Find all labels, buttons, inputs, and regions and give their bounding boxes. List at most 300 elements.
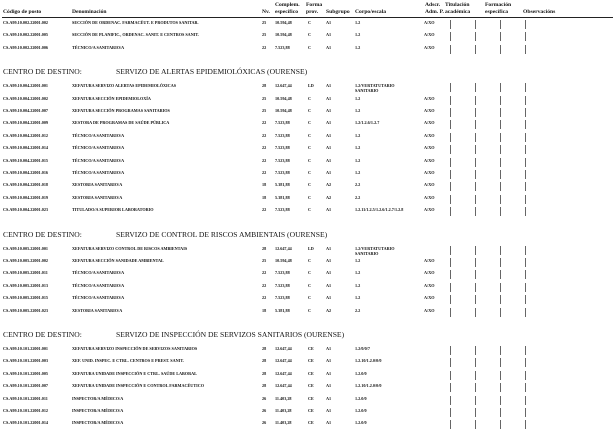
column-divider: [525, 145, 526, 154]
column-divider: [475, 133, 476, 142]
column-divider: [450, 270, 451, 279]
column-divider: [475, 158, 476, 167]
post-code: CS.A99.10.004.22001.023: [3, 207, 49, 213]
column-divider: [525, 83, 526, 92]
post-provision: C: [308, 170, 312, 175]
section-heading: [3, 230, 613, 242]
post-code: CS.A99.10.004.22001.012: [3, 132, 49, 138]
post-subgroup: A1: [326, 120, 332, 126]
post-level: 22: [262, 207, 267, 213]
column-divider: [525, 258, 526, 267]
post-adscription: A/XO: [424, 182, 435, 188]
column-divider: [500, 420, 501, 429]
post-provision: C: [308, 182, 312, 188]
post-subgroup: A1: [326, 245, 332, 251]
post-complement: 7.523,88: [275, 132, 290, 138]
post-complement: 11.403,28: [275, 395, 292, 401]
post-provision: LD: [308, 83, 314, 89]
column-divider: [500, 308, 501, 317]
post-corps: 1.2: [355, 145, 361, 151]
post-level: 18: [262, 194, 267, 200]
post-corps: 1.2.0/0: [355, 408, 367, 413]
column-divider: [450, 207, 451, 216]
column-divider: [500, 383, 501, 392]
post-subgroup: A1: [326, 282, 332, 288]
table-row: [0, 83, 615, 95]
post-subgroup: A1: [326, 145, 332, 151]
table-row: [0, 258, 615, 270]
post-corps: 2.2: [355, 194, 361, 200]
post-complement: 5.381,88: [275, 194, 290, 200]
post-subgroup: A1: [326, 270, 332, 276]
post-complement: 10.594,48: [275, 258, 292, 263]
column-divider: [450, 182, 451, 191]
table-row: [0, 133, 615, 145]
post-corps: 1.2: [355, 295, 361, 301]
post-complement: 10.594,48: [275, 95, 292, 101]
post-provision: CE: [308, 346, 314, 351]
post-level: 26: [262, 395, 267, 401]
post-subgroup: A1: [326, 44, 332, 50]
post-level: 28: [262, 358, 267, 364]
column-divider: [500, 182, 501, 191]
column-divider: [450, 383, 451, 392]
post-complement: 12.647,44: [275, 83, 292, 89]
header-comp-1: Complem.: [275, 2, 300, 8]
post-adscription: A/XO: [424, 44, 435, 50]
post-provision: LD: [308, 245, 314, 251]
column-divider: [525, 371, 526, 380]
column-divider: [450, 158, 451, 167]
post-adscription: A/XO: [424, 307, 435, 313]
post-adscription: A/XO: [424, 108, 435, 113]
header-training-2: específica: [485, 9, 508, 15]
post-code: CS.A99.10.004.22001.007: [3, 108, 49, 113]
column-divider: [450, 371, 451, 380]
post-level: 26: [262, 420, 267, 426]
header-training-1: Formación: [485, 2, 512, 8]
post-complement: 7.523,88: [275, 145, 290, 151]
post-corps: 1.2: [355, 108, 361, 113]
column-divider: [475, 20, 476, 29]
post-code: CS.A99.10.101.22001.012: [3, 408, 49, 413]
column-divider: [500, 207, 501, 216]
post-corps: 1.2.11/1.2.5/1.2.6/1.2.7/1.2.8: [355, 207, 404, 213]
table-row: [0, 420, 615, 432]
post-complement: 7.523,88: [275, 282, 290, 288]
post-adscription: A/XO: [424, 258, 435, 263]
post-provision: C: [308, 32, 312, 38]
column-divider: [525, 32, 526, 41]
post-corps: 1.2: [355, 132, 361, 138]
column-divider: [475, 45, 476, 54]
header-corps: Corpo/escala: [355, 9, 387, 15]
column-divider: [500, 270, 501, 279]
column-divider: [475, 170, 476, 179]
post-name: TÉCNICO/A SANITARIO/A: [72, 132, 125, 138]
table-row: [0, 408, 615, 420]
post-corps: 1.2.0/0: [355, 395, 367, 401]
post-level: 25: [262, 32, 267, 38]
column-divider: [475, 246, 476, 255]
header-form-2: prov.: [306, 9, 319, 15]
post-code: CS.A99.10.004.22001.001: [3, 83, 49, 89]
post-provision: C: [308, 307, 312, 313]
column-divider: [500, 283, 501, 292]
table-row: [0, 358, 615, 370]
post-name: XEFATURA SERVIZO CONTROL DE RISCOS AMBIENTAIS: [72, 245, 188, 251]
column-divider: [500, 32, 501, 41]
post-corps: 1.2/VERTATUTARIO SANITARIO: [355, 245, 395, 256]
post-adscription: A/XO: [424, 194, 435, 200]
column-divider: [525, 45, 526, 54]
post-code: CS.A99.10.101.22001.003: [3, 358, 49, 364]
post-provision: C: [308, 258, 312, 263]
post-corps: 1.2: [355, 157, 361, 163]
column-divider: [450, 308, 451, 317]
header-rule: [2, 17, 613, 18]
post-code: CS.A99.10.004.22001.009: [3, 120, 49, 126]
post-corps: 1.2/VERTATUTARIO SANITARIO: [355, 83, 395, 94]
post-provision: C: [308, 108, 312, 113]
column-divider: [450, 346, 451, 355]
post-name: INSPECTOR/A MÉDICO/A: [72, 395, 124, 401]
table-row: [0, 295, 615, 307]
post-level: 22: [262, 270, 267, 276]
post-name: TITULADO/A SUPERIOR LABORATORIO: [72, 207, 154, 213]
column-divider: [475, 145, 476, 154]
post-corps: 1.2.0/0: [355, 420, 367, 426]
post-name: INSPECTOR/A MÉDICO/A: [72, 420, 124, 426]
column-divider: [475, 182, 476, 191]
post-subgroup: A1: [326, 20, 332, 25]
header-tit-2: académica: [445, 9, 471, 15]
post-provision: CE: [308, 420, 314, 426]
column-divider: [475, 308, 476, 317]
column-divider: [500, 295, 501, 304]
post-code: CS.A99.10.002.22001.002: [3, 20, 49, 25]
post-subgroup: A1: [326, 95, 332, 101]
post-name: TÉCNICO/A SANITARIO/A: [72, 270, 125, 276]
post-name: TÉCNICO/A SANITARIO/A: [72, 295, 125, 301]
post-name: XEF. UNID. INSPEC. E CTRL. CENTROS E PREST. SANIT.: [72, 358, 184, 364]
column-divider: [450, 133, 451, 142]
table-row: [0, 20, 615, 32]
header-subgroup: Subgrupo: [326, 9, 350, 15]
post-code: CS.A99.10.101.22001.005: [3, 370, 49, 376]
section-heading: [3, 330, 613, 342]
post-corps: 1.2: [355, 258, 361, 263]
post-provision: C: [308, 295, 312, 301]
post-provision: C: [308, 145, 312, 151]
post-level: 28: [262, 346, 267, 351]
post-code: CS.A99.10.101.22001.011: [3, 395, 48, 401]
section-center-name: SERVIZO DE ALERTAS EPIDEMIOLÓXICAS (OURENSE): [116, 67, 308, 77]
post-code: CS.A99.10.004.22001.019: [3, 194, 49, 200]
column-divider: [525, 182, 526, 191]
post-subgroup: A1: [326, 83, 332, 89]
column-divider: [475, 195, 476, 204]
column-divider: [475, 371, 476, 380]
section-center-name: SERVIZO DE CONTROL DE RISCOS AMBIENTAIS (OURENSE): [116, 229, 328, 239]
post-complement: 7.523,88: [275, 270, 290, 276]
column-divider: [450, 83, 451, 92]
post-level: 25: [262, 20, 267, 25]
post-code: CS.A99.10.004.22001.016: [3, 170, 49, 175]
column-divider: [475, 408, 476, 417]
post-subgroup: A1: [326, 157, 332, 163]
table-row: [0, 246, 615, 258]
post-level: 22: [262, 132, 267, 138]
post-subgroup: A1: [326, 295, 332, 301]
post-code: CS.A99.10.004.22001.018: [3, 182, 49, 188]
header-code: Código de posto: [3, 9, 42, 15]
post-complement: 7.523,88: [275, 120, 290, 126]
post-name: TÉCNICO/A SANITARIO/A: [72, 157, 125, 163]
post-provision: C: [308, 20, 312, 25]
column-divider: [500, 20, 501, 29]
post-adscription: A/XO: [424, 170, 435, 175]
post-adscription: A/XO: [424, 157, 435, 163]
post-name: XESTORIA SANITARIO/A: [72, 182, 123, 188]
post-corps: 1.2: [355, 170, 361, 175]
post-corps: 1.2: [355, 20, 361, 25]
post-provision: C: [308, 157, 312, 163]
post-provision: C: [308, 207, 312, 213]
post-code: CS.A99.10.005.22001.001: [3, 245, 49, 251]
column-divider: [475, 96, 476, 105]
column-divider: [500, 246, 501, 255]
column-divider: [525, 133, 526, 142]
column-divider: [475, 83, 476, 92]
post-complement: 7.523,88: [275, 295, 290, 301]
header-form-1: Forma: [306, 2, 323, 8]
column-divider: [500, 158, 501, 167]
table-row: [0, 158, 615, 170]
post-corps: 2.2: [355, 182, 361, 188]
post-complement: 7.523,88: [275, 44, 290, 50]
post-name: XESTORA DE PROGRAMAS DE SAÚDE PÚBLICA: [72, 120, 170, 126]
table-row: [0, 195, 615, 207]
column-divider: [500, 133, 501, 142]
post-subgroup: A1: [326, 207, 332, 213]
post-provision: CE: [308, 383, 314, 389]
post-code: CS.A99.10.005.22001.011: [3, 270, 48, 276]
post-name: INSPECTOR/A MÉDICO/A: [72, 408, 124, 413]
post-complement: 5.381,88: [275, 307, 290, 313]
header-name: Denominación: [72, 9, 107, 15]
header-nv: Nv.: [262, 9, 270, 15]
post-adscription: A/XO: [424, 295, 435, 301]
post-complement: 12.647,44: [275, 346, 292, 351]
post-level: 22: [262, 120, 267, 126]
column-divider: [450, 20, 451, 29]
column-divider: [475, 346, 476, 355]
table-row: [0, 346, 615, 358]
column-divider: [500, 371, 501, 380]
post-level: 22: [262, 282, 267, 288]
post-subgroup: A1: [326, 346, 332, 351]
column-divider: [450, 96, 451, 105]
column-divider: [500, 195, 501, 204]
post-level: 25: [262, 108, 267, 113]
post-adscription: A/XO: [424, 20, 435, 25]
table-row: [0, 270, 615, 282]
column-divider: [450, 195, 451, 204]
post-subgroup: A1: [326, 258, 332, 263]
post-name: TÉCNICO/A SANITARIO/A: [72, 282, 125, 288]
post-level: 22: [262, 295, 267, 301]
post-corps: 1.2: [355, 95, 361, 101]
table-row: [0, 145, 615, 157]
post-subgroup: A1: [326, 32, 332, 38]
column-divider: [475, 358, 476, 367]
table-row: [0, 108, 615, 120]
column-divider: [525, 358, 526, 367]
column-divider: [450, 295, 451, 304]
header-adsc-1: Adscr.: [425, 2, 441, 8]
post-name: XEFATURA SERVIZO INSPECCIÓN DE SERVIZOS SANITARIOS: [72, 346, 198, 351]
column-divider: [525, 120, 526, 129]
section-label: CENTRO DE DESTINO:: [3, 229, 82, 239]
column-divider: [450, 283, 451, 292]
column-divider: [500, 145, 501, 154]
post-name: XESTORIA SANITARIO/A: [72, 307, 123, 313]
post-provision: C: [308, 44, 312, 50]
column-divider: [500, 45, 501, 54]
column-divider: [525, 383, 526, 392]
header-comp-2: específico: [275, 9, 298, 15]
column-divider: [525, 295, 526, 304]
post-corps: 1.2: [355, 44, 361, 50]
column-divider: [475, 295, 476, 304]
column-divider: [475, 383, 476, 392]
post-adscription: A/XO: [424, 32, 435, 38]
post-subgroup: A1: [326, 420, 332, 426]
section-label: CENTRO DE DESTINO:: [3, 330, 82, 339]
table-row: [0, 32, 615, 44]
post-subgroup: A1: [326, 370, 332, 376]
section-center-name: SERVIZO DE INSPECCIÓN DE SERVIZOS SANITARIOS (OURENSE): [116, 330, 345, 339]
post-subgroup: A2: [326, 307, 332, 313]
post-name: XEFATURA UNIDADE INSPECCIÓN E CTRL. SAÚDE LABORAL: [72, 370, 197, 376]
table-row: [0, 207, 615, 219]
post-code: CS.A99.10.002.22001.006: [3, 44, 49, 50]
table-row: [0, 96, 615, 108]
column-divider: [450, 246, 451, 255]
column-divider: [500, 108, 501, 117]
column-divider: [475, 120, 476, 129]
post-name: XEFATURA SECCIÓN PROGRAMAS SANITARIOS: [72, 108, 170, 113]
post-name: TÉCNICO/A SANITARIO/A: [72, 170, 125, 175]
table-row: [0, 170, 615, 182]
column-divider: [525, 283, 526, 292]
column-divider: [475, 108, 476, 117]
post-code: CS.A99.10.002.22001.005: [3, 32, 49, 38]
column-divider: [500, 170, 501, 179]
post-name: TÉCNICO/A SANITARIO/A: [72, 44, 125, 50]
post-code: CS.A99.10.005.22001.013: [3, 282, 49, 288]
post-level: 28: [262, 383, 267, 389]
column-divider: [500, 346, 501, 355]
post-level: 18: [262, 182, 267, 188]
post-subgroup: A1: [326, 170, 332, 175]
post-level: 22: [262, 170, 267, 175]
table-row: [0, 182, 615, 194]
column-divider: [525, 108, 526, 117]
post-code: CS.A99.10.004.22001.015: [3, 157, 49, 163]
post-level: 25: [262, 258, 267, 263]
post-adscription: A/XO: [424, 270, 435, 276]
post-provision: C: [308, 194, 312, 200]
column-divider: [475, 270, 476, 279]
post-adscription: A/XO: [424, 145, 435, 151]
post-adscription: A/XO: [424, 282, 435, 288]
post-name: SECCIÓN DE ORDENAC. FARMACÉUT. E PRODUTOS SANITAR.: [72, 20, 199, 25]
column-divider: [475, 32, 476, 41]
post-name: TÉCNICO/A SANITARIO/A: [72, 145, 125, 151]
post-provision: C: [308, 270, 312, 276]
column-divider: [525, 20, 526, 29]
post-level: 22: [262, 145, 267, 151]
column-divider: [500, 358, 501, 367]
post-code: CS.A99.10.005.22001.023: [3, 307, 49, 313]
post-name: XESTORIA SANITARIO/A: [72, 194, 123, 200]
column-divider: [525, 96, 526, 105]
column-divider: [450, 32, 451, 41]
post-level: 18: [262, 307, 267, 313]
column-divider: [450, 108, 451, 117]
post-name: XEFATURA SECCIÓN EPIDEMIOLOXÍA: [72, 95, 151, 101]
column-divider: [525, 207, 526, 216]
column-divider: [450, 358, 451, 367]
post-level: 22: [262, 157, 267, 163]
post-complement: 11.403,28: [275, 408, 292, 413]
column-divider: [450, 408, 451, 417]
section-label: CENTRO DE DESTINO:: [3, 67, 82, 77]
post-complement: 12.647,44: [275, 383, 292, 389]
column-divider: [525, 420, 526, 429]
post-complement: 10.594,48: [275, 108, 292, 113]
column-divider: [525, 346, 526, 355]
post-provision: CE: [308, 395, 314, 401]
post-corps: 1.2.10/1.2.0/0/0: [355, 358, 382, 364]
post-provision: C: [308, 282, 312, 288]
column-divider: [500, 83, 501, 92]
post-adscription: A/XO: [424, 207, 435, 213]
post-subgroup: A1: [326, 108, 332, 113]
column-divider: [475, 283, 476, 292]
post-provision: CE: [308, 370, 314, 376]
column-divider: [525, 396, 526, 405]
column-divider: [450, 45, 451, 54]
column-divider: [500, 120, 501, 129]
post-complement: 12.647,44: [275, 245, 292, 251]
post-level: 26: [262, 408, 267, 413]
post-adscription: A/XO: [424, 120, 435, 126]
column-divider: [525, 158, 526, 167]
post-subgroup: A1: [326, 408, 332, 413]
post-name: XEFATURA SECCIÓN SANIDADE AMBIENTAL: [72, 258, 164, 263]
post-provision: CE: [308, 358, 314, 364]
post-adscription: A/XO: [424, 95, 435, 101]
column-divider: [500, 96, 501, 105]
header-obs: Observacións: [523, 9, 556, 15]
table-row: [0, 371, 615, 383]
post-subgroup: A2: [326, 182, 332, 188]
table-row: [0, 283, 615, 295]
post-level: 25: [262, 95, 267, 101]
